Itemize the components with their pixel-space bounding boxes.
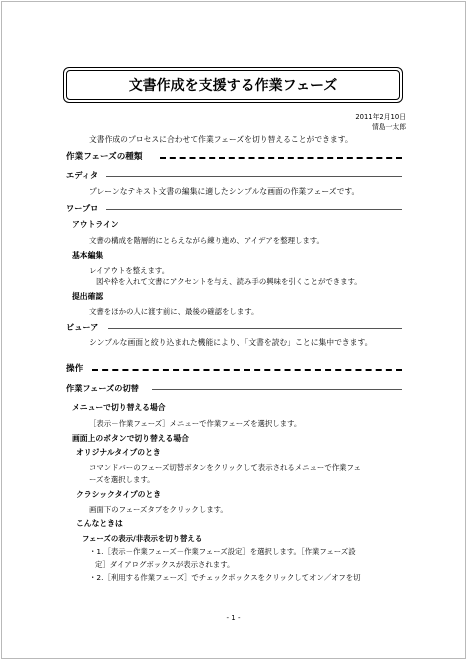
heading-classic-type: クラシックタイプのとき (76, 490, 162, 499)
viewer-text: シンプルな画面と絞り込まれた機能により、「文書を読む」ことに集中できます。 (89, 338, 373, 347)
heading-basic-edit: 基本編集 (72, 251, 104, 260)
heading-wapro: ワープロ (66, 203, 99, 213)
toggle-step-2: ・2.［利用する作業フェーズ］でチェックボックスをクリックしてオン／オフを切 (89, 573, 361, 582)
heading-such-cases: こんなときは (76, 519, 123, 528)
heading-menu-switch: メニューで切り替える場合 (72, 403, 166, 412)
heading-phase-switch: 作業フェーズの切替 (66, 383, 139, 393)
outline-text: 文書の構成を階層的にとらえながら練り進め、アイデアを整理します。 (89, 236, 324, 245)
editor-text: プレーンなテキスト文書の編集に適したシンプルな画面の作業フェーズです。 (89, 187, 360, 196)
toggle-step-1a: ・1.［表示－作業フェーズ－作業フェーズ設定］を選択します。［作業フェーズ設 (89, 547, 356, 556)
document-author: 情島一太郎 (372, 123, 406, 131)
page-number: - 1 - (226, 614, 241, 622)
submit-check-text: 文書をほかの人に渡す前に、最後の確認をします。 (89, 307, 259, 316)
heading-rule (160, 157, 402, 159)
heading-outline: アウトライン (72, 220, 119, 229)
heading-submit-check: 提出確認 (72, 292, 104, 301)
toggle-step-1b: 定］ダイアログボックスが表示されます。 (95, 560, 235, 569)
heading-button-switch: 画面上のボタンで切り替える場合 (72, 434, 189, 443)
heading-rule (108, 328, 402, 329)
heading-rule (152, 389, 402, 390)
heading-editor: エディタ (66, 170, 99, 180)
heading-rule (106, 209, 402, 210)
menu-switch-text: ［表示－作業フェーズ］メニューで作業フェーズを選択します。 (89, 419, 302, 428)
heading-rule (106, 176, 402, 177)
heading-toggle-phases: フェーズの表示/非表示を切り替える (82, 534, 203, 543)
heading-operation: 操作 (66, 364, 84, 374)
heading-rule (92, 369, 402, 371)
original-type-text-1: コマンドバーのフェーズ切替ボタンをクリックして表示されるメニューで作業フェ (89, 463, 361, 472)
heading-phase-types: 作業フェーズの種類 (66, 152, 143, 162)
original-type-text-2: ーズを選択します。 (89, 475, 155, 484)
heading-original-type: オリジナルタイプのとき (76, 448, 161, 457)
basic-edit-text-1: レイアウトを整えます。 (89, 266, 170, 275)
document-title: 文書作成を支援する作業フェーズ (66, 70, 400, 100)
basic-edit-text-2: 図や枠を入れて文書にアクセントを与え、読み手の興味を引くことができます。 (96, 277, 362, 286)
heading-viewer: ビューア (66, 322, 99, 332)
intro-text: 文書作成のプロセスに合わせて作業フェーズを切り替えることができます。 (89, 135, 353, 144)
classic-type-text: 画面下のフェーズタブをクリックします。 (89, 505, 228, 514)
document-date: 2011年2月10日 (355, 113, 406, 121)
document-title-box (63, 67, 403, 103)
